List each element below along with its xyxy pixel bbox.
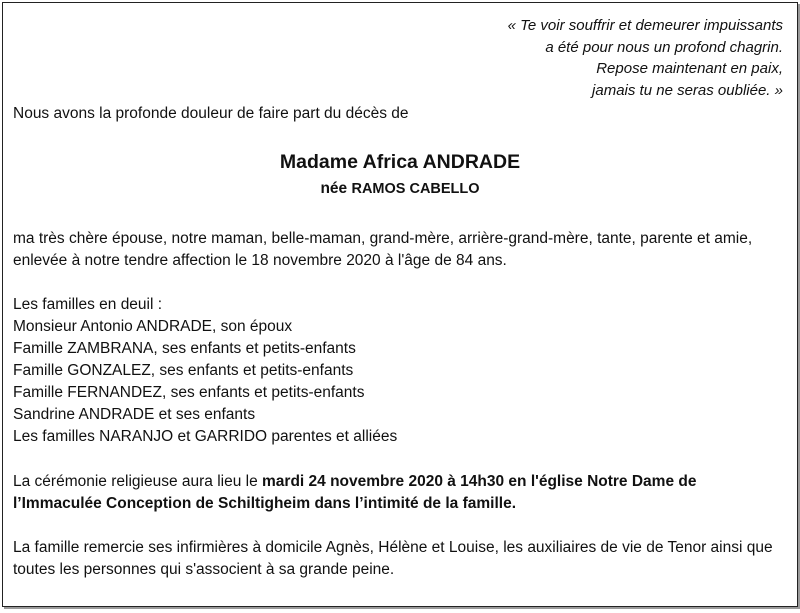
- mourning-families: [13, 294, 783, 448]
- ceremony-text: [13, 471, 783, 515]
- deceased-name: Madame Africa ANDRADE: [279, 151, 521, 173]
- ceremony-intro: La cérémonie religieuse aura lieu le: [13, 473, 263, 490]
- family-line: Famille FERNANDEZ, ses enfants et petits-enfants: [13, 384, 365, 401]
- family-line: Monsieur Antonio ANDRADE, son époux: [13, 318, 293, 335]
- ceremony-details: mardi 24 novembre 2020 à 14h30 en l'église Notre Dame de l’Immaculée Conception de Schiltigheim dans l’intimité de la famille.: [13, 473, 697, 512]
- quote-line: jamais tu ne seras oubliée. »: [592, 81, 783, 99]
- obituary-notice: [2, 2, 798, 607]
- family-line: Les familles NARANJO et GARRIDO parentes et alliées: [13, 428, 398, 445]
- family-line: Famille ZAMBRANA, ses enfants et petits-enfants: [13, 340, 356, 357]
- maiden-name: RAMOS CABELLO: [351, 181, 480, 197]
- families-heading: Les familles en deuil :: [13, 296, 163, 313]
- family-line: Sandrine ANDRADE et ses enfants: [13, 406, 256, 423]
- thanks-text: La famille remercie ses infirmières à domicile Agnès, Hélène et Louise, les auxiliaires de vie de Tenor ainsi que toutes les personnes qui s'associent à sa grande peine.: [13, 539, 773, 578]
- description-text: ma très chère épouse, notre maman, belle-maman, grand-mère, arrière-grand-mère, tante, parente et amie, enlevée à notre tendre affection le 18 novembre 2020 à l'âge de 84 ans.: [13, 230, 753, 269]
- intro-text: Nous avons la profonde douleur de faire part du décès de: [13, 105, 409, 122]
- family-line: Famille GONZALEZ, ses enfants et petits-enfants: [13, 362, 354, 379]
- quote-line: a été pour nous un profond chagrin.: [545, 38, 783, 56]
- nee-prefix: née: [320, 180, 348, 197]
- epitaph-quote: [508, 15, 783, 101]
- maiden-name-line: [3, 178, 797, 200]
- quote-line: « Te voir souffrir et demeurer impuissants: [507, 17, 783, 34]
- quote-line: Repose maintenant en paix,: [596, 60, 783, 77]
